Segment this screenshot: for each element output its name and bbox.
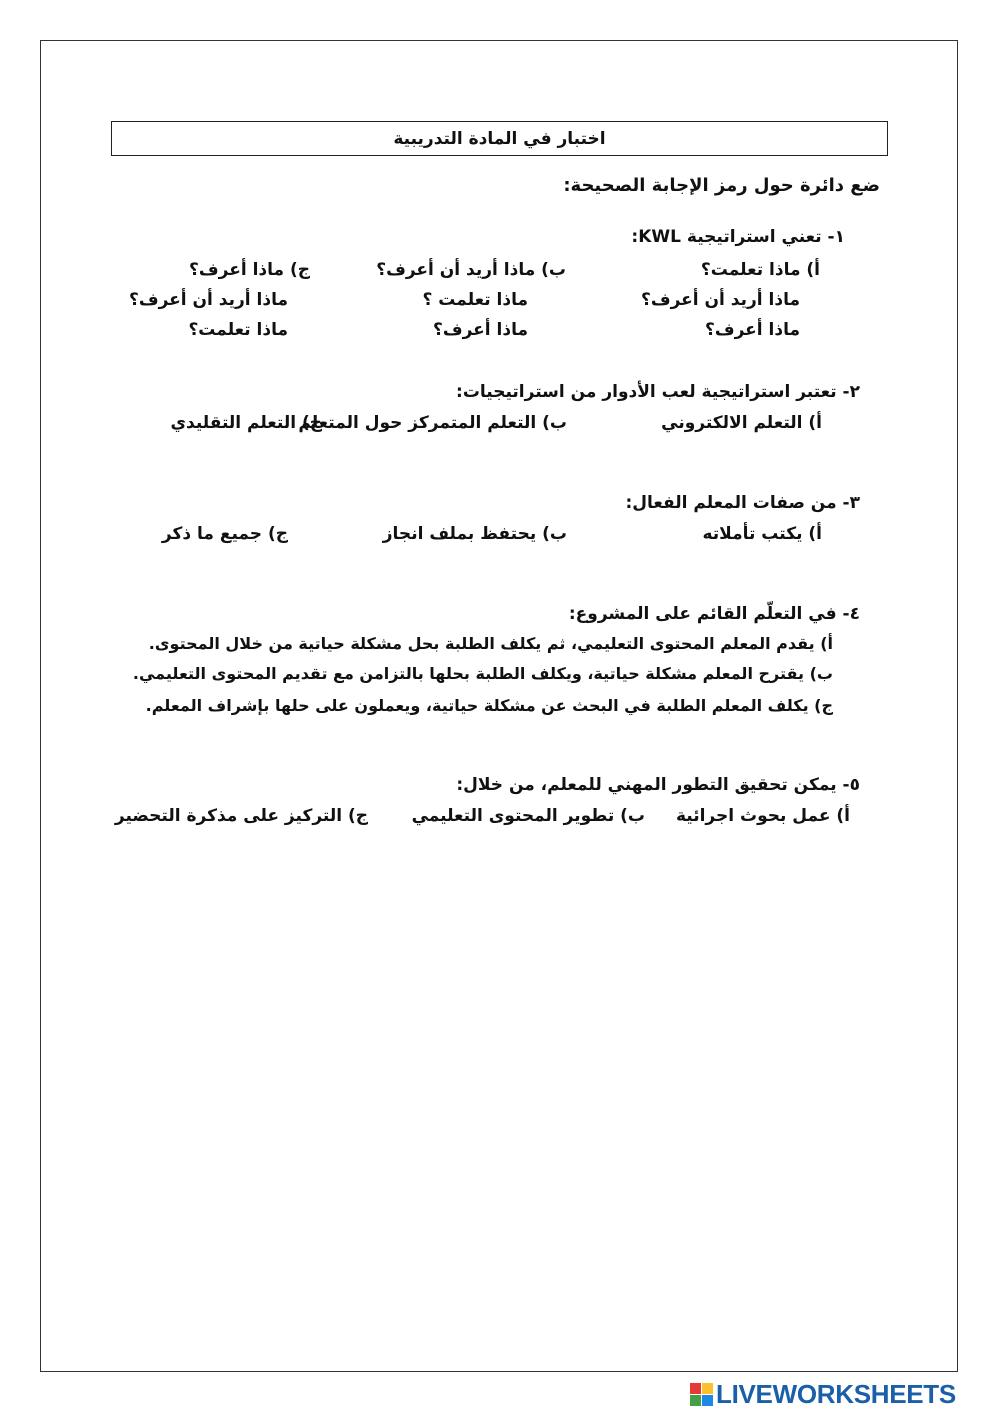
q1-option-a-line2: ماذا أريد أن أعرف؟ [641,290,800,310]
page-title: اختبار في المادة التدريبية [393,128,606,149]
q1-option-a-line3: ماذا أعرف؟ [704,320,800,340]
q1-option-b-line3: ماذا أعرف؟ [432,320,528,340]
q3-option-b[interactable]: ب) يحتفظ بملف انجاز [382,524,567,544]
q3-stem: ٣- من صفات المعلم الفعال: [625,493,860,513]
q5-option-a[interactable]: أ) عمل بحوث اجرائية [675,806,850,826]
q1-option-a[interactable]: أ) ماذا تعلمت؟ [700,260,820,280]
q3-option-a[interactable]: أ) يكتب تأملاته [702,524,822,544]
q1-option-c-line2: ماذا أريد أن أعرف؟ [129,290,288,310]
logo-text: LIVEWORKSHEETS [716,1378,956,1409]
q1-option-b-line2: ماذا تعلمت ؟ [422,290,528,310]
q2-stem: ٢- تعتبر استراتيجية لعب الأدوار من استراتيجيات: [456,382,860,402]
liveworksheets-logo [690,1379,956,1409]
q2-option-c[interactable]: ج) التعلم التقليدي [170,413,322,433]
q4-option-c[interactable]: ج) يكلف المعلم الطلبة في البحث عن مشكلة حياتية، ويعملون على حلها بإشراف المعلم. [145,696,833,715]
q4-option-b[interactable]: ب) يقترح المعلم مشكلة حياتية، ويكلف الطلبة بحلها بالتزامن مع تقديم المحتوى التعليمي. [132,664,833,683]
q5-stem: ٥- يمكن تحقيق التطور المهني للمعلم، من خلال: [456,775,860,795]
q1-option-c[interactable]: ج) ماذا أعرف؟ [189,260,310,280]
q4-option-a[interactable]: أ) يقدم المعلم المحتوى التعليمي، ثم يكلف الطلبة بحل مشكلة حياتية من خلال المحتوى. [148,634,833,653]
q3-option-c[interactable]: ج) جميع ما ذكر [161,524,288,544]
q5-option-b[interactable]: ب) تطوير المحتوى التعليمي [411,806,645,826]
q2-option-a[interactable]: أ) التعلم الالكتروني [661,413,822,433]
logo-tiles-icon [690,1383,713,1406]
q5-option-c[interactable]: ج) التركيز على مذكرة التحضير [114,806,368,826]
q2-option-b[interactable]: ب) التعلم المتمركز حول المتعلم [298,413,567,433]
q1-option-b[interactable]: ب) ماذا أريد أن أعرف؟ [376,260,566,280]
q1-option-c-line3: ماذا تعلمت؟ [188,320,288,340]
title-box [111,121,888,156]
q4-stem: ٤- في التعلّم القائم على المشروع: [568,604,860,624]
q1-stem: ١- تعني استراتيجية KWL: [631,227,845,247]
instruction: ضع دائرة حول رمز الإجابة الصحيحة: [563,175,880,196]
